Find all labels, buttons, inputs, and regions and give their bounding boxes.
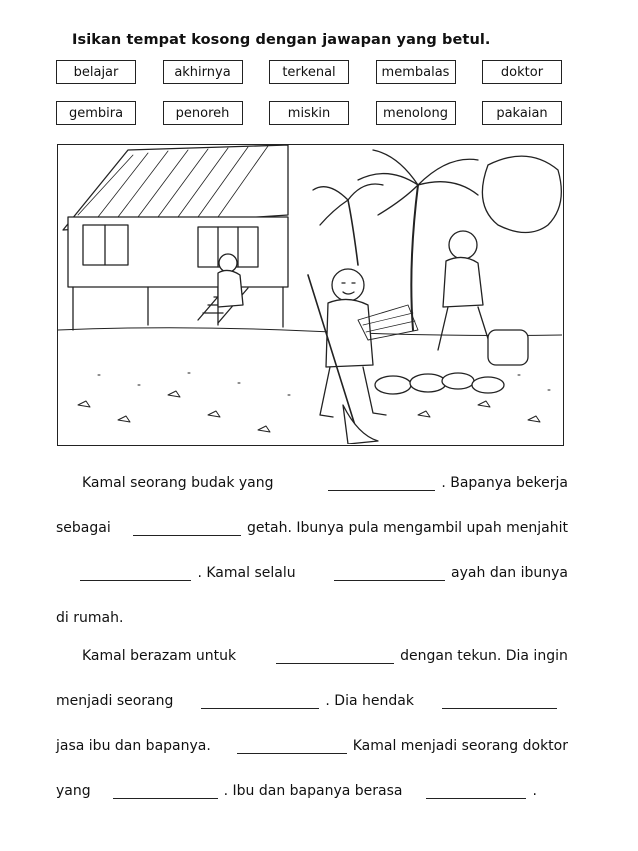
answer-blank[interactable] — [426, 784, 526, 799]
passage-line — [56, 520, 568, 536]
answer-blank[interactable] — [237, 739, 347, 754]
word-bank-row-1 — [56, 60, 562, 84]
passage-text: . Bapanya bekerja — [441, 475, 568, 491]
word-box: pakaian — [482, 101, 562, 125]
passage-text: menjadi seorang — [56, 693, 174, 709]
answer-blank[interactable] — [442, 694, 557, 709]
instruction-heading: Isikan tempat kosong dengan jawapan yang betul. — [72, 32, 491, 48]
passage-line — [56, 610, 568, 626]
word-bank — [56, 60, 562, 142]
passage-text: ayah dan ibunya — [451, 565, 568, 581]
answer-blank[interactable] — [80, 566, 191, 581]
word-bank-row-2 — [56, 101, 562, 125]
answer-blank[interactable] — [113, 784, 218, 799]
passage-text: . Kamal selalu — [197, 565, 296, 581]
word-box: miskin — [269, 101, 349, 125]
word-box: belajar — [56, 60, 136, 84]
passage-line — [56, 783, 568, 799]
passage-line — [82, 648, 568, 664]
answer-blank[interactable] — [334, 566, 445, 581]
word-box: gembira — [56, 101, 136, 125]
passage-text: dengan tekun. Dia ingin — [400, 648, 568, 664]
word-box: membalas — [376, 60, 456, 84]
passage-text: jasa ibu dan bapanya. — [56, 738, 211, 754]
passage-text: . Dia hendak — [325, 693, 414, 709]
word-box: doktor — [482, 60, 562, 84]
answer-blank[interactable] — [328, 476, 436, 491]
passage-text: di rumah. — [56, 610, 124, 626]
passage-line — [56, 738, 568, 754]
word-box: terkenal — [269, 60, 349, 84]
passage-text: . — [532, 783, 537, 799]
word-box: penoreh — [163, 101, 243, 125]
passage-line — [82, 475, 568, 491]
word-box: menolong — [376, 101, 456, 125]
passage-line — [56, 693, 568, 709]
passage-text: yang — [56, 783, 91, 799]
answer-blank[interactable] — [276, 649, 394, 664]
answer-blank[interactable] — [201, 694, 319, 709]
word-box: akhirnya — [163, 60, 243, 84]
passage-text: . Ibu dan bapanya berasa — [223, 783, 403, 799]
village-illustration — [57, 144, 564, 446]
passage-text: Kamal seorang budak yang — [82, 475, 274, 491]
village-scene-drawing — [58, 145, 562, 444]
passage-text: sebagai — [56, 520, 111, 536]
passage-text: Kamal menjadi seorang doktor — [352, 738, 568, 754]
passage-line — [76, 565, 568, 581]
passage-text: Kamal berazam untuk — [82, 648, 237, 664]
answer-blank[interactable] — [133, 521, 241, 536]
passage-text: getah. Ibunya pula mengambil upah menjahit — [247, 520, 568, 536]
